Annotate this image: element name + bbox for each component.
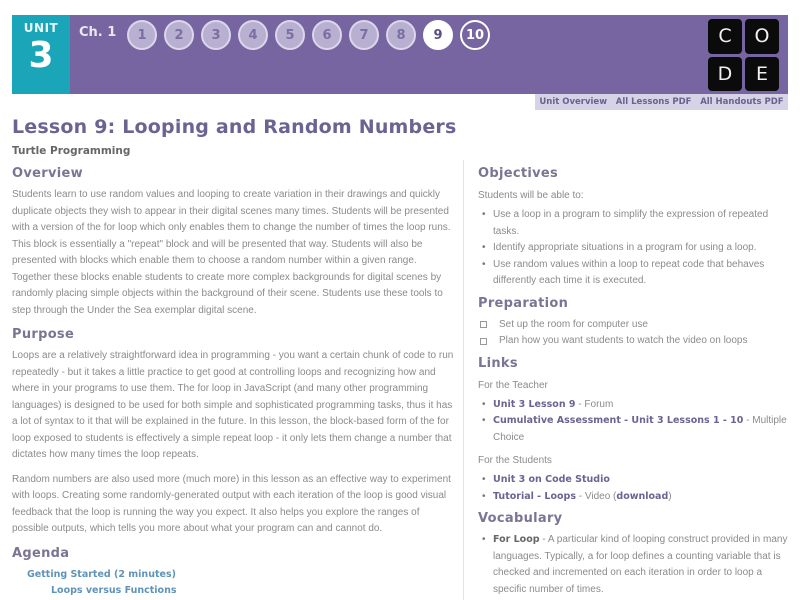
purpose-paragraph-2: Random numbers are also used more (much more) in this lesson as an effective way to experiment with loops. Creating some randomly-generated output with each iteration of the loop is good visual feedback that the loop is running the way you expect. It also helps you explore the ranges of possible outputs, which tells you more about what your program can and cannot do. [12,473,451,534]
objectives-section [478,166,790,290]
vocabulary-item [482,532,790,598]
agenda-item-loops-vs-functions[interactable]: Loops versus Functions [51,584,177,596]
preparation-section [478,296,790,350]
unit-overview-link[interactable]: Unit Overview [539,97,608,107]
teacher-links-list [478,397,790,447]
objectives-list [478,207,790,290]
tutorial-loops-link[interactable]: Tutorial - Loops [493,490,576,502]
unit-label: UNIT [23,21,59,35]
code-org-logo[interactable] [708,19,780,91]
objective-item: • Identify appropriate situations in a program for using a loop. [482,240,790,257]
agenda-item-getting-started[interactable]: Getting Started (2 minutes) [27,568,176,580]
links-heading: Links [478,355,518,371]
preparation-item-label: Plan how you want students to watch the video on loops [499,335,748,346]
lesson-navigation [127,20,490,50]
lesson-5-button[interactable]: 5 [275,20,305,50]
preparation-item [480,317,790,334]
link-suffix: - Video ( [576,490,617,502]
vocabulary-section [478,511,790,598]
logo-tile-c: C [708,19,742,54]
vocabulary-list [478,532,790,598]
overview-heading: Overview [12,166,83,181]
overview-section [12,166,454,319]
unit-number: 3 [28,35,54,76]
overview-text: Students learn to use random values and looping to create variation in their drawings and quickly duplicate objects they wish to appear in their digital scenes many times. Students will be presented with a version of the for loop which only enables them to change the number of times the loop runs. This block is essentially a "repeat" block and will be presented that way. Students will also be presented with blocks which enable them to choose a random number within a given range. Together these blocks enable students to create more complex backgrounds for digital scenes by randomly placing simple objects within the background of their scene. Students use these tools to step through the Under the Sea exemplar digital scene. [12,189,451,316]
link-suffix: - Forum [575,398,614,410]
unit-badge[interactable] [12,15,70,94]
preparation-heading: Preparation [478,295,569,311]
preparation-item [480,333,790,350]
lesson-7-button[interactable]: 7 [349,20,379,50]
main-column [12,166,454,600]
page-title: Lesson 9: Looping and Random Numbers [12,116,457,138]
download-link[interactable]: download [616,490,669,502]
link-item [482,472,790,489]
lesson-10-button[interactable]: 10 [460,20,490,50]
link-tail: ) [668,490,672,502]
vocabulary-heading: Vocabulary [478,511,563,526]
checkbox-icon[interactable] [480,321,487,328]
preparation-item-label: Set up the room for computer use [499,318,648,330]
all-handouts-pdf-link[interactable]: All Handouts PDF [700,97,784,107]
link-item [482,397,790,414]
unit3-lesson9-forum-link[interactable]: Unit 3 Lesson 9 [493,398,576,410]
agenda-section [12,546,454,599]
preparation-checklist [478,317,790,350]
lesson-9-button-current[interactable]: 9 [423,20,453,50]
lesson-2-button[interactable]: 2 [164,20,194,50]
column-divider [463,160,464,600]
vocab-definition: - A particular kind of looping construct provided in many languages. Typically, a for loop defines a counting variable that is checked and incremented on each iteration in order to loop a specific number of times. [493,534,788,595]
objectives-intro: Students will be able to: [478,190,584,201]
logo-tile-e: E [745,57,779,92]
purpose-section [12,327,454,538]
all-lessons-pdf-link[interactable]: All Lessons PDF [615,97,692,107]
unit-header-bar [12,15,788,94]
lesson-3-button[interactable]: 3 [201,20,231,50]
logo-tile-o: O [745,19,779,54]
link-item [482,413,790,446]
for-teacher-label: For the Teacher [478,379,548,391]
resource-links-bar [535,94,788,110]
logo-tile-d: D [708,57,742,92]
link-suffix: - Multiple Choice [493,415,787,443]
sidebar-column [478,166,790,600]
lesson-6-button[interactable]: 6 [312,20,342,50]
lesson-1-button[interactable]: 1 [127,20,157,50]
objective-item: • Use a loop in a program to simplify the expression of repeated tasks. [482,207,790,240]
cumulative-assessment-link[interactable]: Cumulative Assessment - Unit 3 Lessons 1 - 10 [493,415,744,426]
page-subtitle: Turtle Programming [12,145,131,157]
for-students-label: For the Students [478,455,552,466]
objective-item: • Use random values within a loop to repeat code that behaves differently each time it is executed. [482,257,790,290]
objectives-heading: Objectives [478,166,559,181]
link-item [482,489,790,506]
agenda-heading: Agenda [12,545,70,561]
student-links-list [478,472,790,505]
purpose-paragraph-1: Loops are a relatively straightforward idea in programming - you want a certain chunk of code to run repeatedly - but it takes a little practice to get good at controlling loops and recognizing how and where in your programs to use them. The for loop in JavaScript (and many other programming languages) is designed to be used for both simple and sophisticated programming tasks, thus it has a lot of syntax to it that will be explained in the future. In this lesson, the block-based form of the for loop exposed to students is effectively a simple repeat loop - it only lets them change a number that dictates how many times the loop repeats. [12,350,454,460]
links-section [478,356,790,506]
lesson-8-button[interactable]: 8 [386,20,416,50]
lesson-4-button[interactable]: 4 [238,20,268,50]
purpose-heading: Purpose [12,327,75,342]
chapter-label: Ch. 1 [79,25,117,40]
checkbox-icon[interactable] [480,338,487,345]
vocab-term: For Loop [493,534,540,545]
code-studio-link[interactable]: Unit 3 on Code Studio [493,474,610,485]
